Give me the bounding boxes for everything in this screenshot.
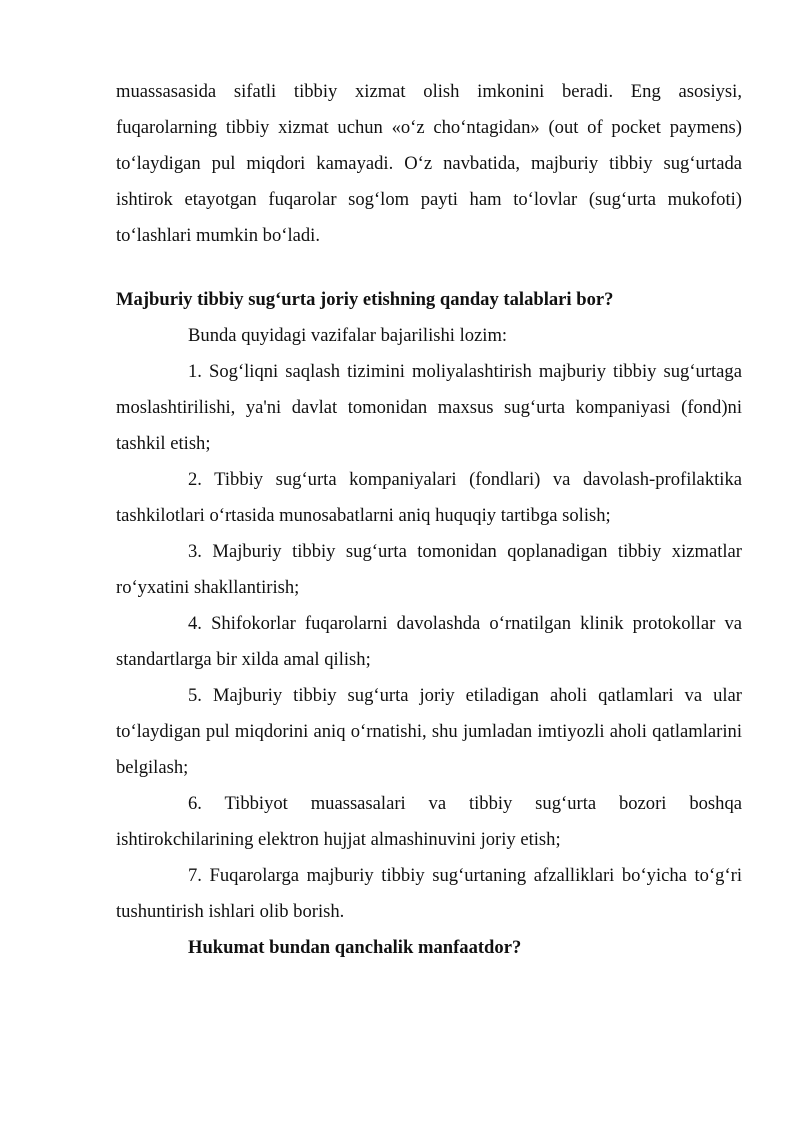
requirement-item-3: 3. Majburiy tibbiy sug‘urta tomonidan qoplanadigan tibbiy xizmatlar ro‘yxatini shakllantirish; — [116, 541, 742, 598]
requirement-item-6: 6. Tibbiyot muassasalari va tibbiy sug‘urta bozori boshqa ishtirokchilarining elektron hujjat almashinuvini joriy etish; — [116, 793, 742, 850]
section-heading: Majburiy tibbiy sug‘urta joriy etishning qanday talablari bor? — [116, 289, 614, 310]
intro-paragraph: muassasasida sifatli tibbiy xizmat olish imkonini beradi. Eng asosiysi, fuqarolarning tibbiy xizmat uchun «o‘z cho‘ntagidan» (out of pocket paymens) to‘laydigan pul miqdori kamayadi. O‘z navbatida, majburiy tibbiy sug‘urtada ishtirok etayotgan fuqarolar sog‘lom payti ham to‘lovlar (sug‘urta mukofoti) to‘lashlari mumkin bo‘ladi. — [116, 81, 742, 246]
requirement-item-7: 7. Fuqarolarga majburiy tibbiy sug‘urtaning afzalliklari bo‘yicha to‘g‘ri tushuntirish ishlari olib borish. — [116, 865, 742, 922]
requirement-item-1: 1. Sog‘liqni saqlash tizimini moliyalashtirish majburiy tibbiy sug‘urtaga moslashtirilishi, ya'ni davlat tomonidan maxsus sug‘urta kompaniyasi (fond)ni tashkil etish; — [116, 361, 742, 454]
section-gap — [116, 254, 742, 282]
document-page — [116, 74, 742, 966]
lead-in-paragraph: Bunda quyidagi vazifalar bajarilishi lozim: — [188, 325, 508, 346]
requirement-item-4: 4. Shifokorlar fuqarolarni davolashda o‘rnatilgan klinik protokollar va standartlarga bir xilda amal qilish; — [116, 613, 742, 670]
requirement-item-2: 2. Tibbiy sug‘urta kompaniyalari (fondlari) va davolash-profilaktika tashkilotlari o‘rtasida munosabatlarni aniq huquqiy tartibga solish; — [116, 469, 742, 526]
closing-heading: Hukumat bundan qanchalik manfaatdor? — [188, 937, 522, 958]
requirement-item-5: 5. Majburiy tibbiy sug‘urta joriy etiladigan aholi qatlamlari va ular to‘laydigan pul miqdorini aniq o‘rnatishi, shu jumladan imtiyozli aholi qatlamlarini belgilash; — [116, 685, 742, 778]
